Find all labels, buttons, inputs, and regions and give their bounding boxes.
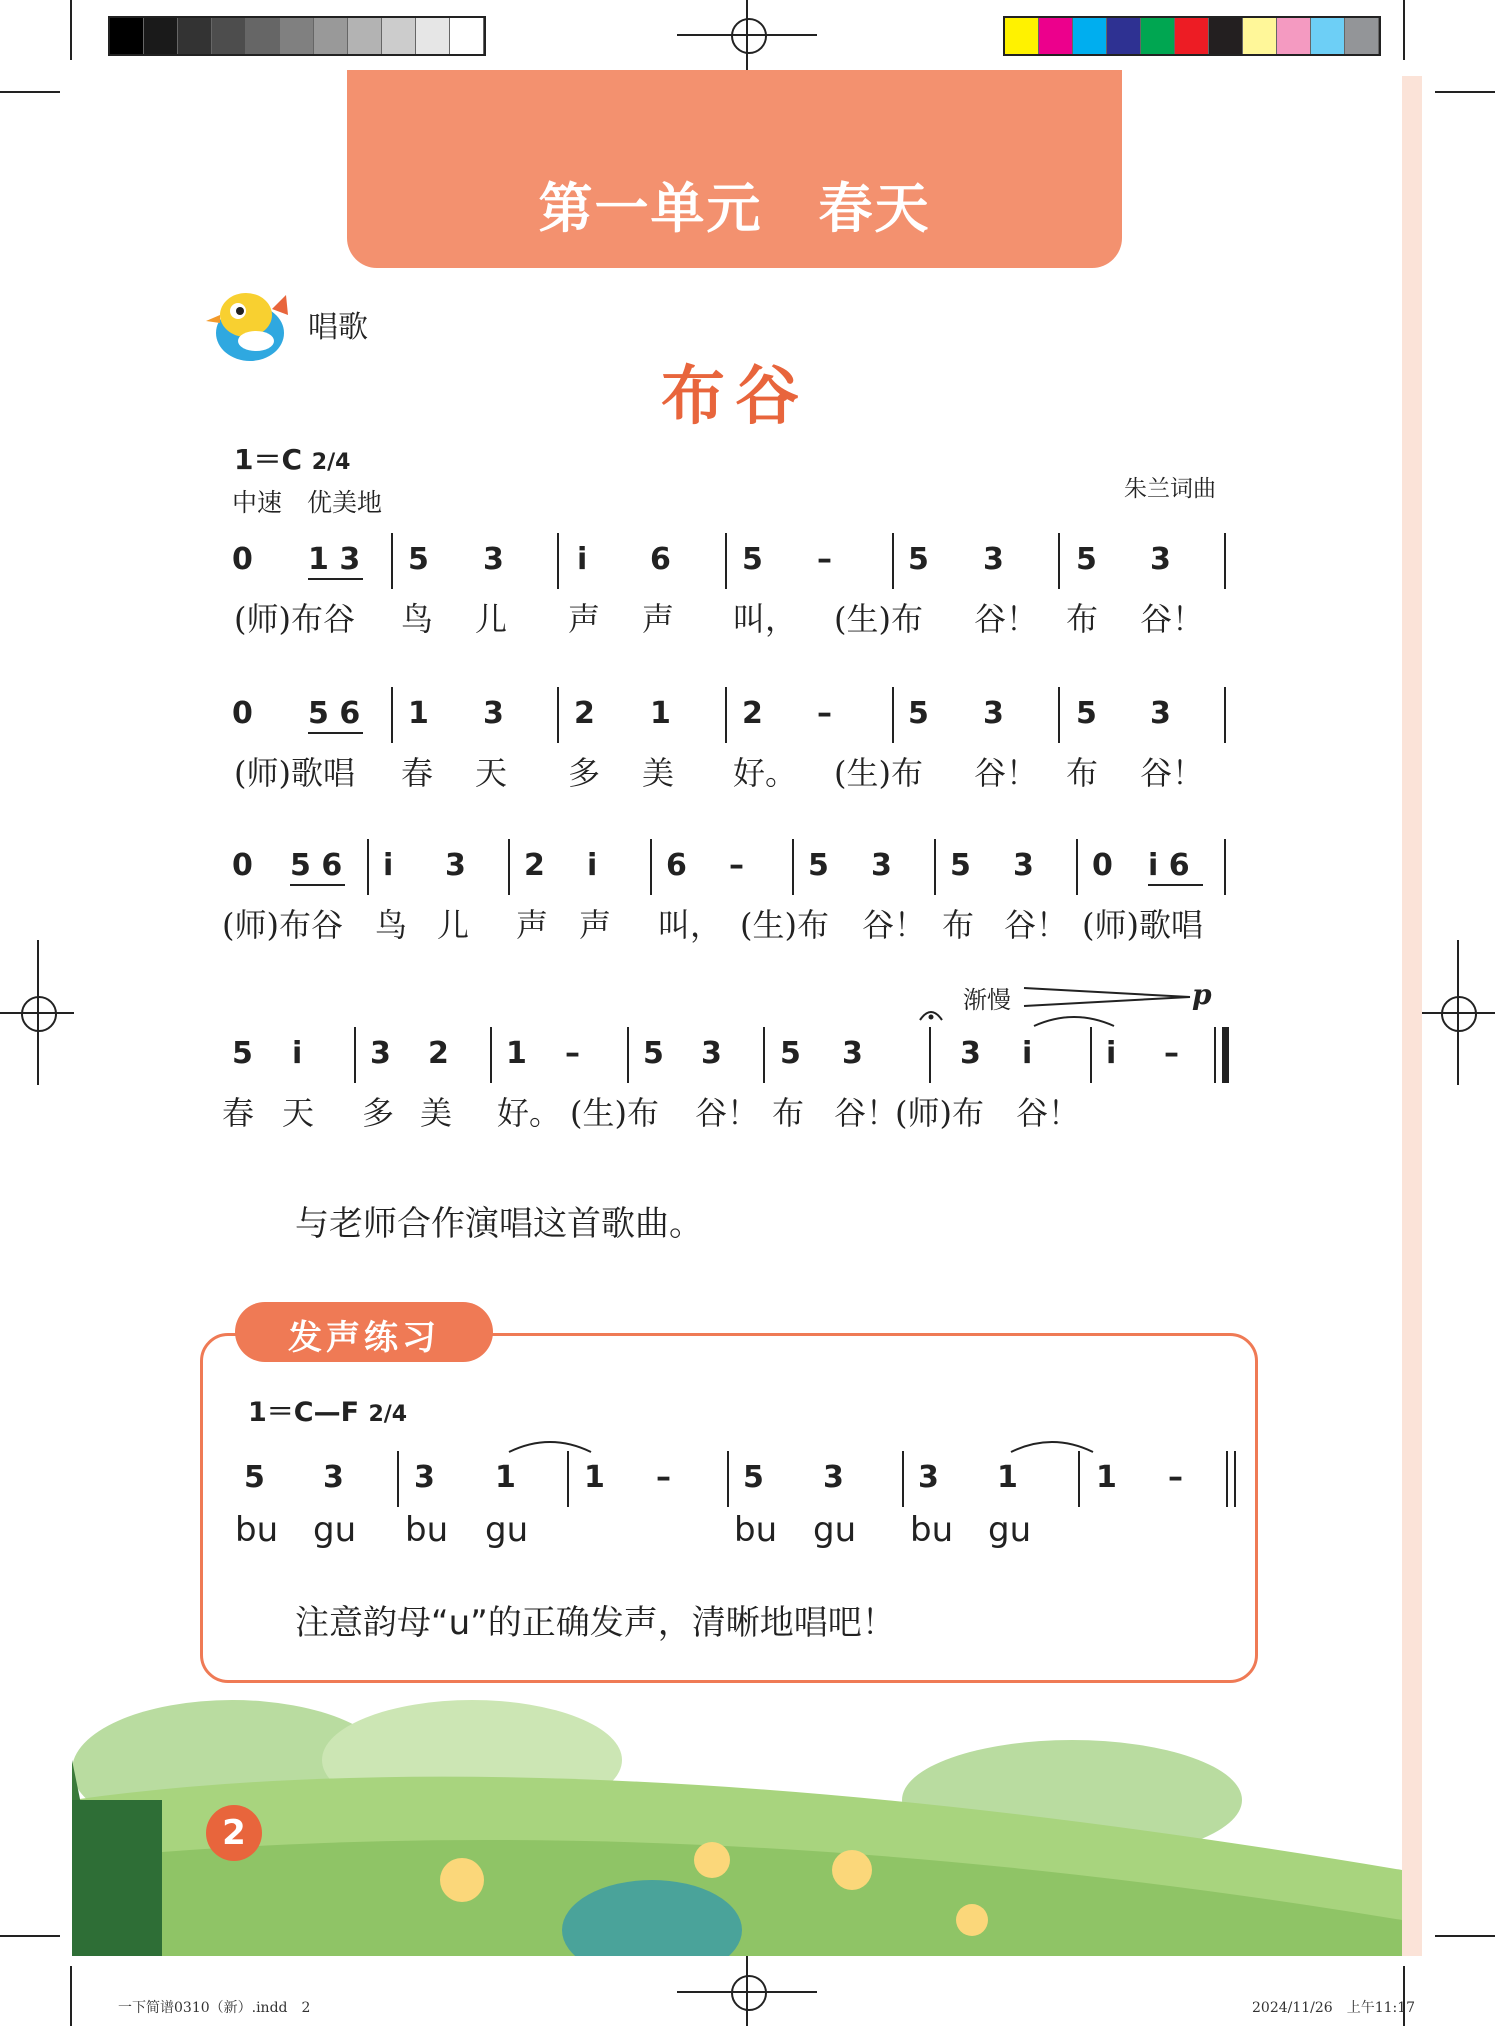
bar-line (1058, 687, 1060, 743)
bar-line (557, 533, 559, 589)
lyric: 叫， (733, 600, 798, 638)
rest-dash: – (656, 1460, 671, 1495)
crop-mark (70, 0, 72, 60)
note: 1 (495, 1460, 516, 1495)
lyric: (生)布 (740, 906, 829, 944)
lyric: 多 (568, 754, 601, 792)
bar-line (725, 533, 727, 589)
underline-beam (290, 884, 345, 886)
exercise-key: 1＝C—F 2/4 (248, 1397, 408, 1428)
tie-arc-icon (1007, 1432, 1097, 1454)
bar-line (725, 687, 727, 743)
lyric: 谷！ (862, 906, 927, 944)
process-color-swatch (1175, 18, 1209, 54)
note: 5 (742, 542, 763, 577)
grayscale-swatch (246, 18, 280, 54)
section-label: 唱歌 (308, 310, 368, 345)
bar-line (567, 1451, 569, 1507)
final-bar-thick (1222, 1027, 1229, 1083)
note: 5 (950, 848, 971, 883)
note: 3 (445, 848, 466, 883)
note: 3 (842, 1036, 863, 1071)
note: 0 (1092, 848, 1113, 883)
note: 3 (414, 1460, 435, 1495)
lyric: 声 (568, 600, 601, 638)
bar-line (354, 1027, 356, 1083)
note: 1 (584, 1460, 605, 1495)
lyric: 儿 (475, 600, 508, 638)
bar-line (892, 533, 894, 589)
bird-mascot-icon (202, 285, 298, 365)
process-color-bar (1003, 16, 1381, 56)
note: 0 (232, 848, 253, 883)
rest-dash: – (817, 696, 832, 731)
note: 3 (1150, 542, 1171, 577)
syllable: gu (988, 1510, 1032, 1550)
process-color-swatch (1073, 18, 1107, 54)
note: 3 (823, 1460, 844, 1495)
song-title: 布谷 (661, 359, 809, 434)
lyric: 谷！ (974, 600, 1039, 638)
lyric: 天 (475, 754, 508, 792)
note: i (383, 848, 394, 883)
note: 3 (701, 1036, 722, 1071)
lyric: 布 (1066, 600, 1099, 638)
lyric: 天 (282, 1094, 315, 1132)
registration-mark (1441, 996, 1477, 1032)
process-color-swatch (1277, 18, 1311, 54)
lyric: 布 (1066, 754, 1099, 792)
lyric: 布 (942, 906, 975, 944)
note: 5 (908, 542, 929, 577)
bar-line (650, 839, 652, 895)
process-color-swatch (1107, 18, 1141, 54)
spring-meadow-illustration (72, 1690, 1402, 1956)
bar-line (397, 1451, 399, 1507)
process-color-swatch (1005, 18, 1039, 54)
registration-mark-line (746, 1955, 748, 2026)
grayscale-swatch (416, 18, 450, 54)
process-color-swatch (1141, 18, 1175, 54)
registration-mark (21, 996, 57, 1032)
final-bar-line (1234, 1451, 1236, 1507)
lyric: (生)布 (834, 600, 923, 638)
note: 3 (960, 1036, 981, 1071)
underline-beam (1148, 884, 1203, 886)
note: i (587, 848, 598, 883)
note: 5 6 (308, 696, 361, 731)
note: 5 (408, 542, 429, 577)
exercise-time-signature: 2/4 (368, 1402, 408, 1427)
lyric: 谷！ (1004, 906, 1069, 944)
dynamic-piano: p (1192, 978, 1212, 1011)
process-color-swatch (1209, 18, 1243, 54)
note: 5 (232, 1036, 253, 1071)
key-signature: 1＝C 2/4 (234, 443, 351, 476)
note: i (1022, 1036, 1033, 1071)
lyric: 谷！ (695, 1094, 760, 1132)
lyric: (师)布 (895, 1094, 984, 1132)
bar-line (391, 687, 393, 743)
grayscale-swatch (178, 18, 212, 54)
process-color-swatch (1243, 18, 1277, 54)
lyric: 声 (642, 600, 675, 638)
lyric: 鸟 (401, 600, 434, 638)
bar-line (557, 687, 559, 743)
syllable: gu (813, 1510, 857, 1550)
note: 1 (1096, 1460, 1117, 1495)
rest-dash: – (817, 542, 832, 577)
note: 3 (918, 1460, 939, 1495)
lyric: (师)布谷 (222, 906, 343, 944)
note: i 6 (1148, 848, 1190, 883)
print-slug-timestamp: 2024/11/26 上午11:17 (1252, 2000, 1416, 2016)
grayscale-swatch (212, 18, 246, 54)
unit-title: 第一单元 春天 (538, 177, 931, 240)
bar-line (727, 1451, 729, 1507)
lyric: 好。 (497, 1094, 562, 1132)
song-author: 朱兰词曲 (1124, 476, 1216, 502)
note: 5 (808, 848, 829, 883)
note: 1 (408, 696, 429, 731)
note: 3 (370, 1036, 391, 1071)
bar-line (934, 839, 936, 895)
note: 2 (524, 848, 545, 883)
lyric: 谷！ (1140, 600, 1205, 638)
lyric: 春 (222, 1094, 255, 1132)
lyric: (师)布谷 (234, 600, 355, 638)
grayscale-swatch (450, 18, 484, 54)
tempo-marking: 中速 优美地 (232, 488, 383, 517)
grayscale-swatch (280, 18, 314, 54)
lyric: 谷！ (1016, 1094, 1081, 1132)
bar-line (1076, 839, 1078, 895)
lyric: 美 (642, 754, 675, 792)
bar-line (1058, 533, 1060, 589)
lyric: 声 (579, 906, 612, 944)
bar-line (1224, 687, 1226, 743)
final-bar-thin (1214, 1027, 1216, 1083)
crop-mark (70, 1966, 72, 2026)
bar-line (929, 1027, 931, 1083)
rest-dash: – (565, 1036, 580, 1071)
rest-dash: – (1168, 1460, 1183, 1495)
process-color-swatch (1345, 18, 1379, 54)
note: i (577, 542, 588, 577)
registration-mark (731, 18, 767, 54)
syllable: bu (910, 1510, 954, 1550)
note: 3 (1013, 848, 1034, 883)
note: 5 (643, 1036, 664, 1071)
note: i (292, 1036, 303, 1071)
bar-line (391, 533, 393, 589)
lyric: 谷！ (834, 1094, 899, 1132)
lyric: 多 (362, 1094, 395, 1132)
registration-mark-line (37, 940, 39, 1085)
lyric: 春 (401, 754, 434, 792)
grayscale-swatch (110, 18, 144, 54)
crop-mark (0, 91, 60, 93)
syllable: gu (485, 1510, 529, 1550)
note: 5 (244, 1460, 265, 1495)
grayscale-color-bar (108, 16, 486, 56)
note: 1 3 (308, 542, 361, 577)
note: 5 (1076, 696, 1097, 731)
page-number: 2 (206, 1805, 262, 1861)
bar-line (902, 1451, 904, 1507)
note: 3 (483, 542, 504, 577)
grayscale-swatch (382, 18, 416, 54)
time-signature: 2/4 (311, 450, 351, 475)
note: 3 (323, 1460, 344, 1495)
registration-mark-line (746, 0, 748, 70)
note: 5 (780, 1036, 801, 1071)
bar-line (367, 839, 369, 895)
note: 1 (650, 696, 671, 731)
ritardando-text: 渐慢 (963, 986, 1011, 1014)
note: 0 (232, 542, 253, 577)
note: 6 (650, 542, 671, 577)
note: 5 (1076, 542, 1097, 577)
note: 0 (232, 696, 253, 731)
note: 1 (506, 1036, 527, 1071)
note: 5 (743, 1460, 764, 1495)
note: i (1106, 1036, 1117, 1071)
lyric: 美 (420, 1094, 453, 1132)
underline-beam (308, 732, 363, 734)
note: 3 (983, 696, 1004, 731)
instruction-text: 与老师合作演唱这首歌曲。 (295, 1204, 703, 1244)
lyric: (生)布 (570, 1094, 659, 1132)
note: 2 (574, 696, 595, 731)
tie-arc-icon (1030, 1008, 1118, 1028)
exercise-title: 发声练习 (288, 1318, 440, 1358)
registration-mark (731, 1975, 767, 2011)
final-bar-line (1226, 1451, 1228, 1507)
rest-dash: – (1164, 1036, 1179, 1071)
bar-line (1078, 1451, 1080, 1507)
grayscale-swatch (144, 18, 178, 54)
tie-arc-icon (505, 1432, 595, 1454)
page-edge-strip (1402, 76, 1422, 1956)
note: 2 (428, 1036, 449, 1071)
crop-mark (0, 1935, 60, 1937)
note: 1 (997, 1460, 1018, 1495)
bar-line (1090, 1027, 1092, 1083)
lyric: 叫， (658, 906, 723, 944)
fermata-icon (918, 1004, 944, 1022)
lyric: (师)歌唱 (1082, 906, 1203, 944)
crop-mark (1435, 91, 1495, 93)
registration-mark-line (1457, 940, 1459, 1085)
bar-line (892, 687, 894, 743)
syllable: bu (235, 1510, 279, 1550)
crop-mark (1403, 1966, 1405, 2026)
lyric: (师)歌唱 (234, 754, 355, 792)
syllable: gu (313, 1510, 357, 1550)
process-color-swatch (1039, 18, 1073, 54)
underline-beam (308, 578, 363, 580)
lyric: 儿 (437, 906, 470, 944)
lyric: 布 (772, 1094, 805, 1132)
crop-mark (1435, 1935, 1495, 1937)
bar-line (508, 839, 510, 895)
bar-line (627, 1027, 629, 1083)
lyric: 鸟 (375, 906, 408, 944)
bar-line (763, 1027, 765, 1083)
lyric: 好。 (733, 754, 798, 792)
bar-line (1224, 839, 1226, 895)
rest-dash: – (729, 848, 744, 883)
diminuendo-hairpin-icon (1022, 984, 1192, 1010)
bar-line (792, 839, 794, 895)
grayscale-swatch (314, 18, 348, 54)
exercise-tip: 注意韵母“u”的正确发声，清晰地唱吧！ (295, 1603, 896, 1643)
grayscale-swatch (348, 18, 382, 54)
process-color-swatch (1311, 18, 1345, 54)
note: 5 (908, 696, 929, 731)
lyric: 谷！ (1140, 754, 1205, 792)
note: 2 (742, 696, 763, 731)
lyric: (生)布 (834, 754, 923, 792)
note: 3 (1150, 696, 1171, 731)
lyric: 谷！ (974, 754, 1039, 792)
bar-line (490, 1027, 492, 1083)
note: 6 (666, 848, 687, 883)
print-slug-filename: 一下简谱0310（新）.indd 2 (118, 2000, 311, 2016)
crop-mark (1403, 0, 1405, 60)
note: 3 (983, 542, 1004, 577)
note: 5 6 (290, 848, 343, 883)
syllable: bu (734, 1510, 778, 1550)
note: 3 (483, 696, 504, 731)
syllable: bu (405, 1510, 449, 1550)
note: 3 (871, 848, 892, 883)
lyric: 声 (516, 906, 549, 944)
bar-line (1224, 533, 1226, 589)
